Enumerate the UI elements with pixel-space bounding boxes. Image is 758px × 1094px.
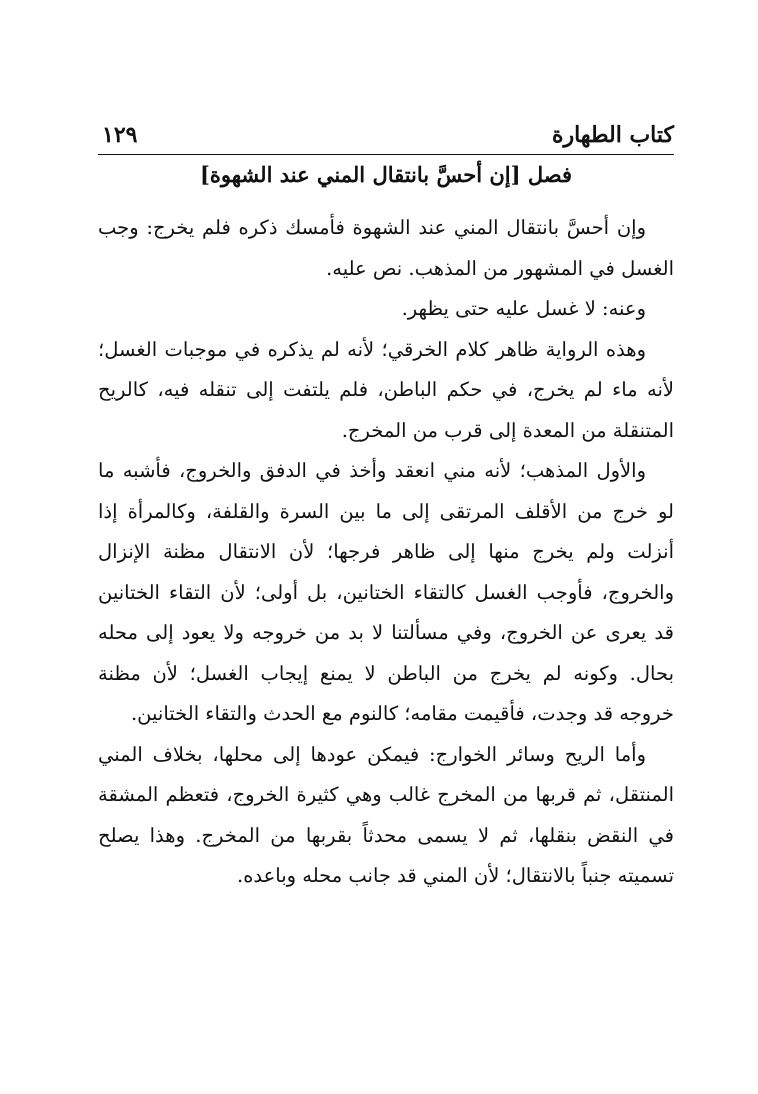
section-heading: فصل [إن أحسَّ بانتقال المني عند الشهوة] bbox=[199, 162, 573, 187]
paragraph-1: وإن أحسَّ بانتقال المني عند الشهوة فأمسك ذكره فلم يخرج: وجب الغسل في المشهور من المذهب. نص عليه. bbox=[98, 216, 674, 280]
paragraph-3: وهذه الرواية ظاهر كلام الخرقي؛ لأنه لم يذكره في موجبات الغسل؛ لأنه ماء لم يخرج، في حكم الباطن، فلم يلتفت إلى تنقله فيه، كالريح المتنقلة من المعدة إلى قرب من المخرج. bbox=[98, 337, 674, 442]
page-header bbox=[98, 118, 674, 155]
body-text bbox=[98, 208, 674, 897]
running-head: كتاب الطهارة bbox=[551, 122, 674, 148]
paragraph-4: والأول المذهب؛ لأنه مني انعقد وأخذ في الدفق والخروج، فأشبه ما لو خرج من الأقلف المرتقى إلى ما بين السرة والقلفة، وكالمرأة إذا أنزلت ولم يخرج منها إلى ظاهر فرجها؛ لأن الانتقال مظنة الإنزال والخروج، فأوجب الغسل كالتقاء الختانين، بل أولى؛ لأن التقاء الختانين قد يعرى عن الخروج، وفي مسألتنا لا بد من خروجه ولا يعود إلى محله بحال. وكونه لم يخرج من الباطن لا يمنع إيجاب الغسل؛ لأن مظنة خروجه قد وجدت، فأقيمت مقامه؛ كالنوم مع الحدث والتقاء الختانين. bbox=[98, 459, 674, 725]
page-number: ١٢٩ bbox=[102, 122, 138, 148]
paragraph-5: وأما الريح وسائر الخوارج: فيمكن عودها إلى محلها، بخلاف المني المنتقل، ثم قربها من المخرج غالب وهي كثيرة الخروج، فتعظم المشقة في النقض بنقلها، ثم لا يسمى محدثاً بقربها من المخرج. وهذا يصلح تسميته جنباً بالانتقال؛ لأن المني قد جانب محله وباعده. bbox=[98, 742, 674, 887]
paragraph-2: وعنه: لا غسل عليه حتى يظهر. bbox=[401, 297, 646, 320]
